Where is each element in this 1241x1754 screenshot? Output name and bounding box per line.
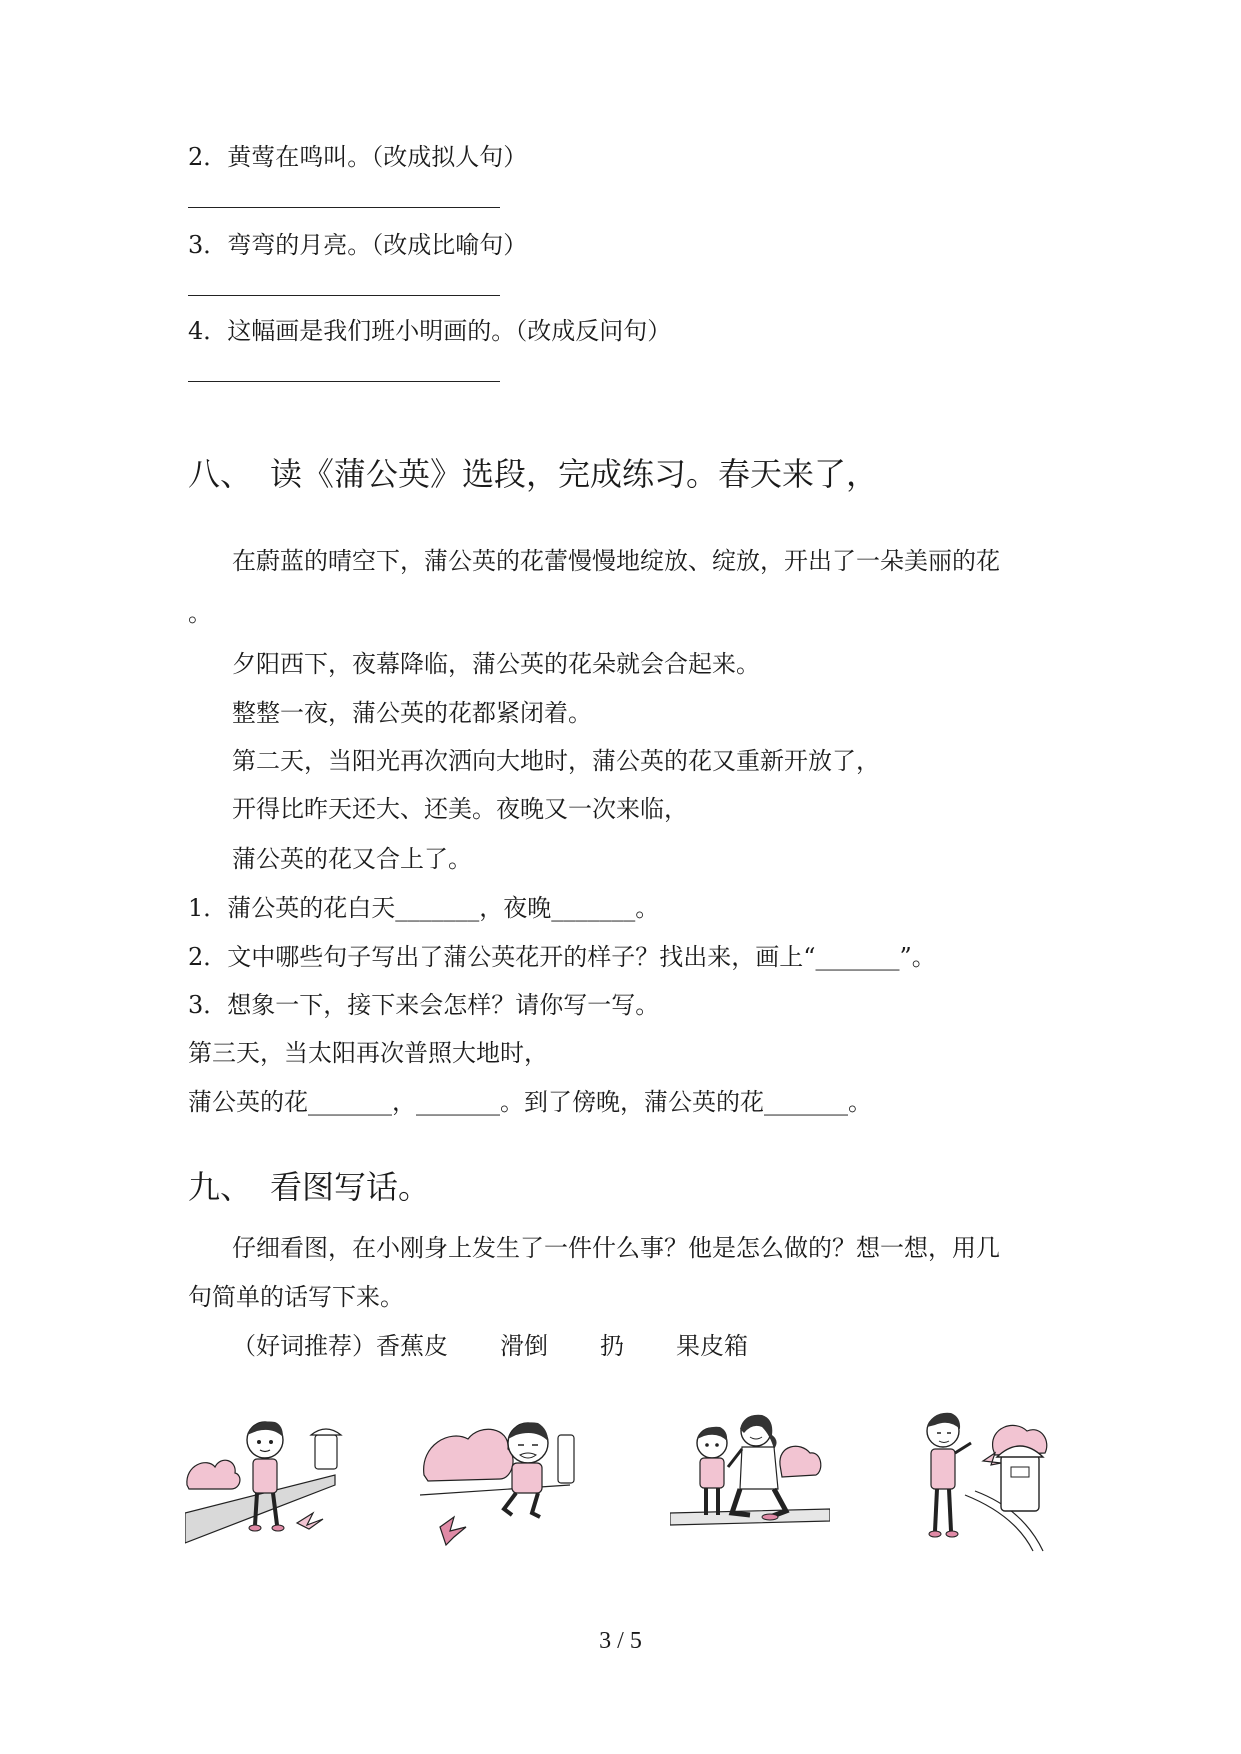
passage-line: 开得比昨天还大、还美。夜晚又一次来临，	[232, 795, 688, 823]
section-9-heading	[188, 1165, 430, 1209]
word: 果皮箱	[676, 1332, 748, 1360]
page-number: 3 / 5	[599, 1628, 642, 1654]
section-title: 看图写话。	[270, 1168, 431, 1206]
prompt-line: 句简单的话写下来。	[188, 1283, 404, 1311]
question-3: 3．想象一下，接下来会怎样？请你写一写。	[188, 991, 660, 1019]
picture-2-slipped	[420, 1405, 580, 1555]
passage-line: 在蔚蓝的晴空下，蒲公英的花蕾慢慢地绽放、绽放，开出了一朵美丽的花	[232, 547, 1000, 575]
prompt-line: 仔细看图，在小刚身上发生了一件什么事？他是怎么做的？想一想，用几	[232, 1234, 1000, 1262]
word-recommendations	[232, 1329, 748, 1363]
picture-4-bin	[905, 1405, 1065, 1555]
picture-3-comforting	[670, 1405, 830, 1555]
words-label: （好词推荐）	[232, 1332, 376, 1360]
question-1: 1．蒲公英的花白天_______，夜晚_______。	[188, 894, 660, 922]
exercise-item-3: 3．弯弯的月亮。（改成比喻句）	[188, 231, 528, 259]
answer-line[interactable]	[188, 295, 500, 296]
passage-line: 。	[188, 599, 212, 627]
question-3-line-1: 第三天，当太阳再次普照大地时，	[188, 1039, 548, 1067]
passage-line: 整整一夜，蒲公英的花都紧闭着。	[232, 699, 592, 727]
picture-1-walking	[185, 1405, 345, 1555]
passage-line: 夕阳西下，夜幕降临，蒲公英的花朵就会合起来。	[232, 650, 760, 678]
section-number: 九、	[188, 1168, 253, 1206]
passage-line: 蒲公英的花又合上了。	[232, 845, 472, 873]
section-title: 读《蒲公英》选段，完成练习。春天来了，	[270, 455, 879, 493]
section-8-heading	[188, 452, 878, 496]
passage-line: 第二天，当阳光再次洒向大地时，蒲公英的花又重新开放了，	[232, 747, 880, 775]
answer-line[interactable]	[188, 381, 500, 382]
word: 滑倒	[500, 1332, 548, 1360]
word: 扔	[600, 1332, 624, 1360]
question-2: 2．文中哪些句子写出了蒲公英花开的样子？找出来，画上“_______”。	[188, 943, 936, 971]
exercise-item-2: 2．黄莺在鸣叫。（改成拟人句）	[188, 143, 528, 171]
word: 香蕉皮	[376, 1332, 448, 1360]
section-number: 八、	[188, 455, 253, 493]
exercise-item-4: 4．这幅画是我们班小明画的。（改成反问句）	[188, 317, 672, 345]
question-3-line-2: 蒲公英的花_______，_______。到了傍晚，蒲公英的花_______。	[188, 1088, 872, 1116]
answer-line[interactable]	[188, 207, 500, 208]
